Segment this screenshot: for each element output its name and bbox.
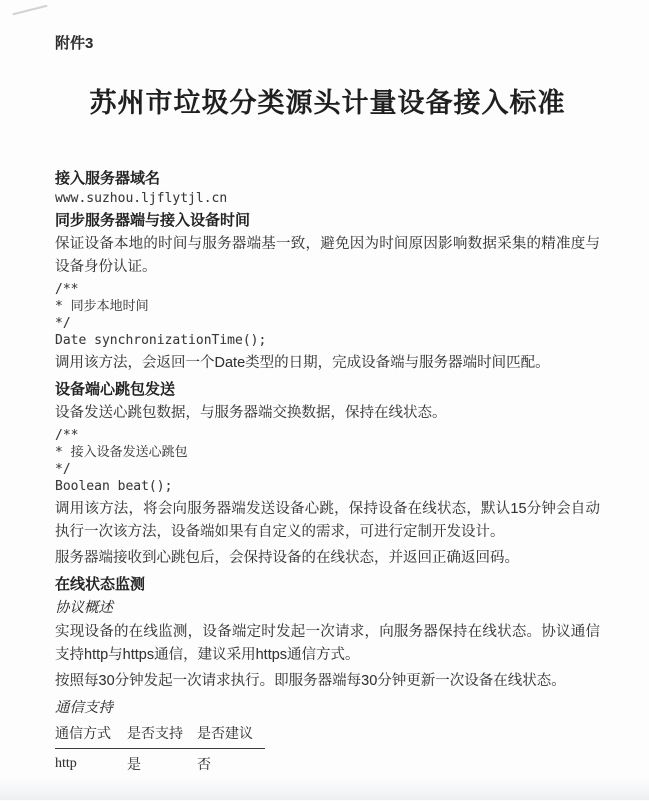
table-cell-method: http [55,756,77,771]
subheading-protocol-overview: 协议概述 [55,600,113,616]
code-signature-beat: Boolean beat(); [55,479,173,494]
comm-support-table [55,723,265,774]
paragraph-time-sync-1: 保证设备本地的时间与服务器端基一致，避免因为时间原因影响数据采集的精准度与设备身份认证。 [55,236,600,275]
table-cell-recommended: 否 [197,756,211,772]
code-comment-text: * 接入设备发送心跳包 [55,445,188,460]
page-bottom-edge-shade [0,778,649,800]
table-header-row [55,723,265,749]
heading-time-sync: 同步服务器端与接入设备时间 [55,212,251,229]
heading-heartbeat: 设备端心跳包发送 [55,381,176,398]
table-header-supported: 是否支持 [127,723,197,749]
paragraph-heartbeat-1: 设备发送心跳包数据，与服务器端交换数据，保持在线状态。 [55,405,447,421]
heading-online-status: 在线状态监测 [55,576,146,593]
document-title: 苏州市垃圾分类源头计量设备接入标准 [89,88,566,118]
heading-server-domain: 接入服务器域名 [55,170,161,187]
paragraph-time-sync-2: 调用该方法，会返回一个Date类型的日期，完成设备端与服务器端时间匹配。 [55,355,550,371]
paragraph-heartbeat-2: 调用该方法，将会向服务器端发送设备心跳，保持设备在线状态，默认15分钟会自动执行一次该方法，设备端如果有自定义的需求，可进行定制开发设计。 [55,501,600,540]
code-comment-text: * 同步本地时间 [55,299,149,314]
code-block-heartbeat [55,427,600,495]
code-comment-open: /** [55,282,79,297]
table-header-recommended: 是否建议 [197,723,265,749]
code-comment-close: */ [55,316,71,331]
server-domain-url: www.suzhou.ljflytjl.cn [55,191,228,206]
paragraph-online-status-1: 实现设备的在线监测，设备端定时发起一次请求，向服务器保持在线状态。协议通信支持http与https通信，建议采用https通信方式。 [55,624,600,663]
code-comment-close: */ [55,462,71,477]
table-header-comm-method: 通信方式 [55,723,127,749]
subheading-comm-support: 通信支持 [55,700,113,716]
paragraph-heartbeat-3: 服务器端接收到心跳包后，会保持设备的在线状态，并返回正确返回码。 [55,550,519,566]
attachment-label: 附件3 [55,35,94,52]
code-signature-sync: Date synchronizationTime(); [55,333,267,348]
code-comment-open: /** [55,428,79,443]
table-row [55,749,265,775]
code-block-time-sync [55,281,600,349]
table-cell-supported: 是 [127,756,141,772]
paragraph-online-status-2: 按照每30分钟发起一次请求执行。即服务器端每30分钟更新一次设备在线状态。 [55,673,566,689]
